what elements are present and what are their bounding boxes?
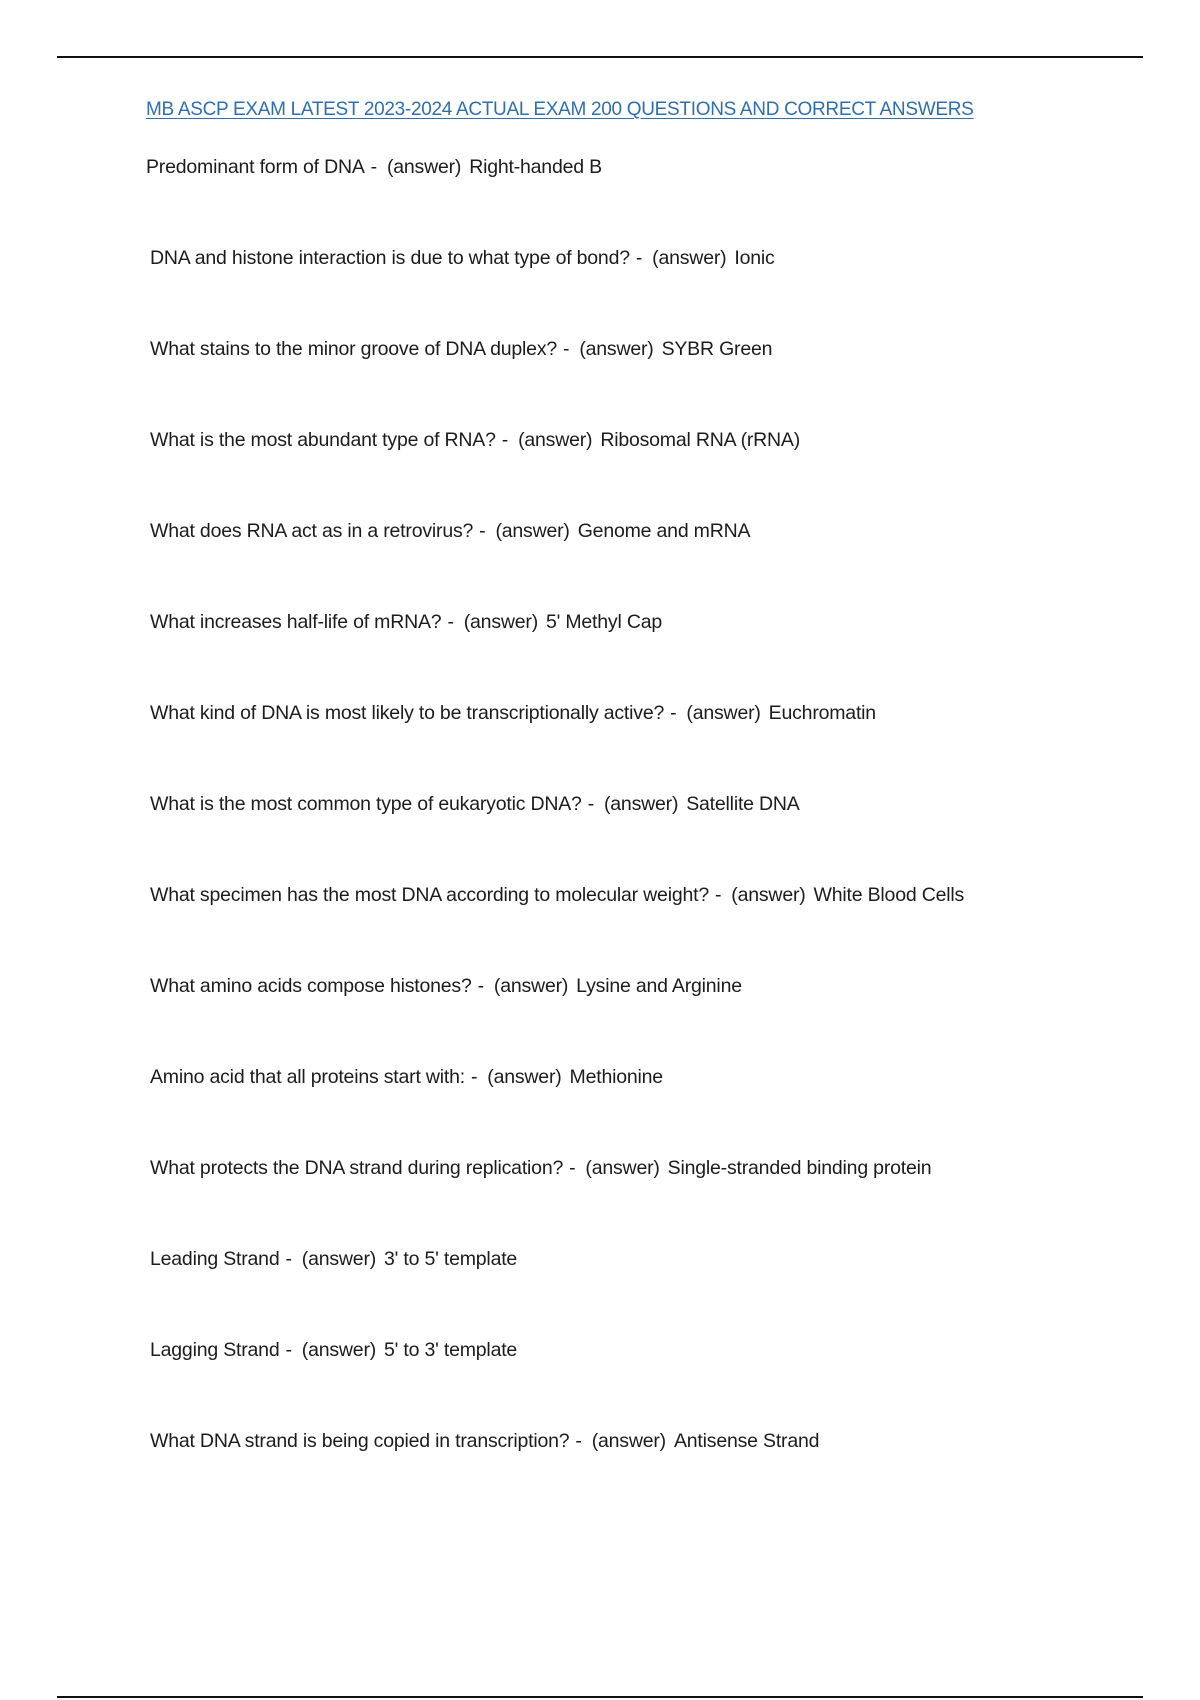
answer-text: Euchromatin [768,702,876,724]
question-text: What is the most abundant type of RNA? [150,429,496,451]
qa-item [150,520,750,543]
bottom-rule [57,1696,1143,1698]
qa-item [146,156,602,179]
answer-tag: (answer) [487,1066,562,1088]
answer-text: Satellite DNA [686,793,800,815]
answer-tag: (answer) [603,793,679,815]
answer-text: Methionine [569,1066,663,1088]
question-text: Leading Strand [150,1248,280,1270]
separator: - [370,156,377,178]
answer-tag: (answer) [585,1157,660,1179]
qa-item [150,1066,663,1089]
separator: - [477,975,484,997]
qa-item [150,1339,517,1362]
question-text: What DNA strand is being copied in transcription? [150,1430,570,1452]
question-text: What kind of DNA is most likely to be transcriptionally active? [150,702,665,724]
answer-text: Ribosomal RNA (rRNA) [600,429,801,451]
qa-item [150,429,800,452]
question-text: Predominant form of DNA [146,156,365,178]
question-text: What amino acids compose histones? [150,975,472,997]
qa-item [150,338,772,361]
separator: - [635,247,643,269]
answer-tag: (answer) [386,156,462,178]
qa-item [150,247,775,270]
separator: - [470,1066,478,1088]
qa-item [150,975,742,998]
question-text: Lagging Strand [150,1339,280,1361]
separator: - [479,520,486,542]
answer-text: White Blood Cells [813,884,965,906]
answer-text: 5' Methyl Cap [545,611,662,633]
answer-tag: (answer) [301,1339,377,1361]
separator: - [715,884,722,906]
question-text: What specimen has the most DNA according to molecular weight? [150,884,709,906]
answer-tag: (answer) [463,611,538,633]
answer-tag: (answer) [652,247,727,269]
separator: - [587,793,594,815]
answer-text: Antisense Strand [673,1430,820,1452]
top-rule [57,56,1143,58]
separator: - [575,1430,582,1452]
separator: - [285,1248,292,1270]
answer-text: Right-handed B [469,156,602,178]
answer-tag: (answer) [579,338,654,360]
answer-tag: (answer) [495,520,570,542]
qa-item [150,702,876,725]
answer-tag: (answer) [493,975,569,997]
question-text: What does RNA act as in a retrovirus? [150,520,474,542]
question-text: Amino acid that all proteins start with: [150,1066,465,1088]
qa-item [150,793,800,816]
answer-text: Genome and mRNA [577,520,751,542]
question-text: What protects the DNA strand during replication? [150,1157,564,1179]
answer-text: Ionic [734,247,775,269]
qa-item [150,884,964,907]
qa-item [150,611,662,634]
answer-tag: (answer) [686,702,761,724]
qa-item [150,1157,931,1180]
separator: - [569,1157,576,1179]
separator: - [501,429,509,451]
question-text: What is the most common type of eukaryotic DNA? [150,793,582,815]
answer-text: SYBR Green [661,338,773,360]
answer-text: 5' to 3' template [384,1339,518,1361]
answer-text: 3' to 5' template [384,1248,518,1270]
separator: - [563,338,570,360]
answer-text: Single-stranded binding protein [667,1157,932,1179]
separator: - [285,1339,292,1361]
answer-tag: (answer) [518,429,593,451]
answer-tag: (answer) [301,1248,377,1270]
answer-tag: (answer) [591,1430,666,1452]
qa-item [150,1430,819,1453]
answer-text: Lysine and Arginine [576,975,742,997]
qa-item [150,1248,517,1271]
question-text: DNA and histone interaction is due to what type of bond? [150,247,630,269]
separator: - [447,611,454,633]
answer-tag: (answer) [731,884,806,906]
separator: - [670,702,677,724]
question-text: What increases half-life of mRNA? [150,611,442,633]
document-title-link[interactable]: MB ASCP EXAM LATEST 2023-2024 ACTUAL EXAM 200 QUESTIONS AND CORRECT ANSWERS [146,99,974,120]
question-text: What stains to the minor groove of DNA duplex? [150,338,558,360]
